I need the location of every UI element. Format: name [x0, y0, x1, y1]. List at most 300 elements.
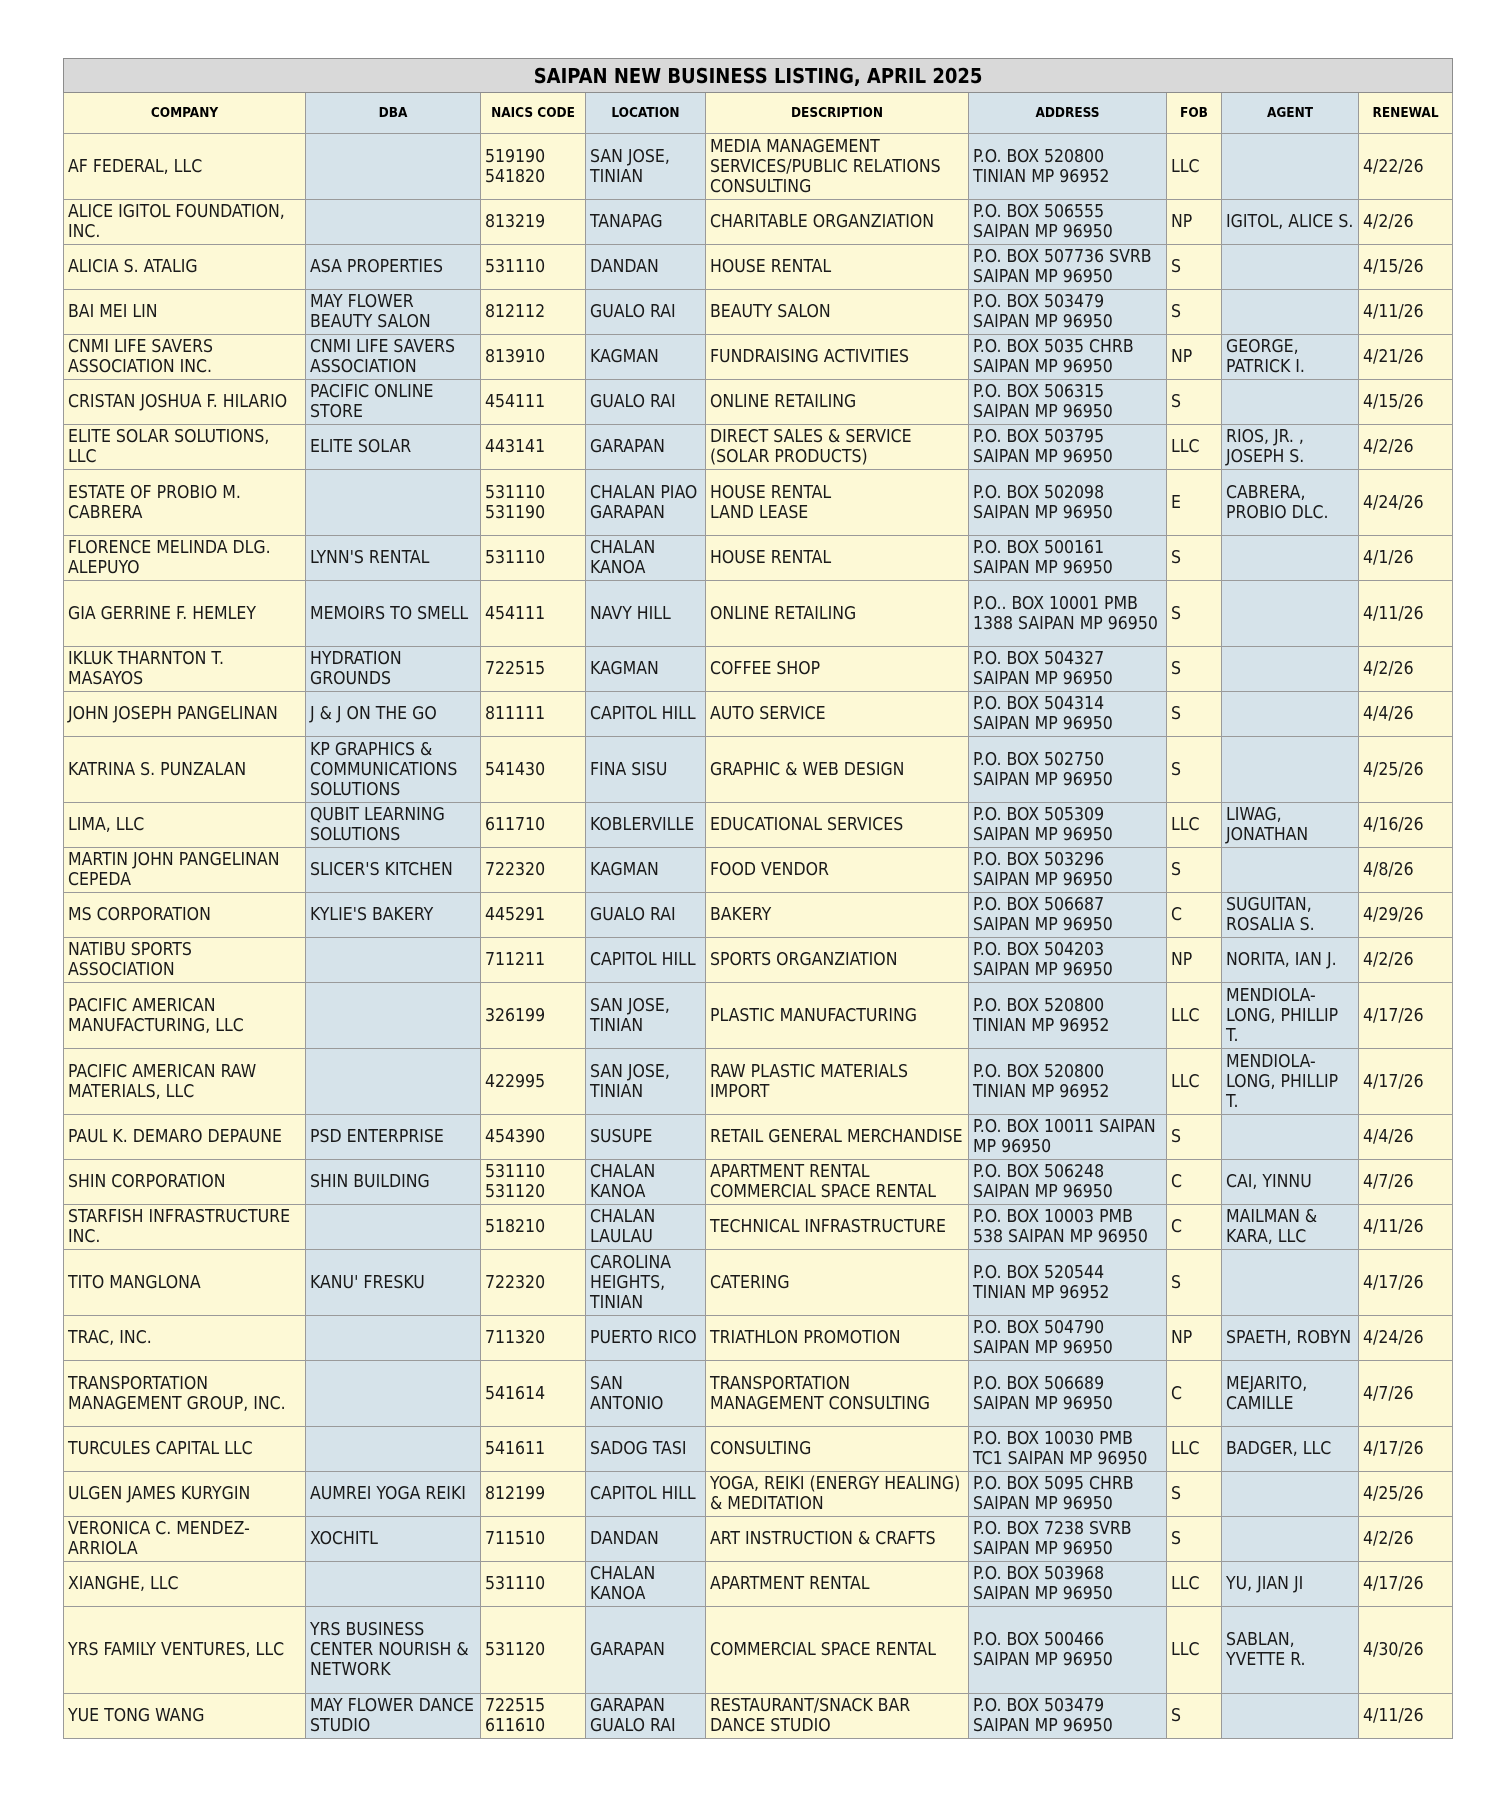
renewal-cell: 4/1/26	[1359, 536, 1453, 581]
fob-cell: C	[1167, 893, 1222, 938]
naics-code-cell: 711320	[481, 1316, 586, 1361]
location-cell: GUALO RAI	[586, 380, 706, 425]
column-header-address: ADDRESS	[969, 93, 1167, 134]
agent-cell: MENDIOLA-LONG, PHILLIP T.	[1222, 1049, 1359, 1115]
description-cell: HOUSE RENTAL LAND LEASE	[706, 470, 969, 536]
address-cell: P.O. BOX 507736 SVRB SAIPAN MP 96950	[969, 245, 1167, 290]
location-cell: GARAPAN	[586, 425, 706, 470]
naics-code-cell: 531110	[481, 536, 586, 581]
fob-cell: NP	[1167, 1316, 1222, 1361]
agent-cell	[1222, 1250, 1359, 1316]
dba-cell: MAY FLOWER DANCE STUDIO	[306, 1694, 481, 1739]
renewal-cell: 4/16/26	[1359, 803, 1453, 848]
dba-cell: HYDRATION GROUNDS	[306, 647, 481, 692]
address-cell: P.O. BOX 506689 SAIPAN MP 96950	[969, 1361, 1167, 1427]
renewal-cell: 4/2/26	[1359, 938, 1453, 983]
fob-cell: NP	[1167, 200, 1222, 245]
renewal-cell: 4/11/26	[1359, 581, 1453, 647]
fob-cell: S	[1167, 290, 1222, 335]
renewal-cell: 4/11/26	[1359, 1205, 1453, 1250]
location-cell: PUERTO RICO	[586, 1316, 706, 1361]
company-cell: ESTATE OF PROBIO M. CABRERA	[64, 470, 306, 536]
address-cell: P.O. BOX 506315 SAIPAN MP 96950	[969, 380, 1167, 425]
address-cell: P.O. BOX 520800 TINIAN MP 96952	[969, 134, 1167, 200]
table-row	[64, 425, 1453, 470]
fob-cell: C	[1167, 1361, 1222, 1427]
description-cell: TECHNICAL INFRASTRUCTURE	[706, 1205, 969, 1250]
renewal-cell: 4/30/26	[1359, 1607, 1453, 1694]
renewal-cell: 4/17/26	[1359, 983, 1453, 1049]
fob-cell: NP	[1167, 335, 1222, 380]
address-cell: P.O. BOX 520800 TINIAN MP 96952	[969, 983, 1167, 1049]
renewal-cell: 4/8/26	[1359, 848, 1453, 893]
fob-cell: S	[1167, 581, 1222, 647]
renewal-cell: 4/7/26	[1359, 1160, 1453, 1205]
fob-cell: S	[1167, 848, 1222, 893]
address-cell: P.O. BOX 506248 SAIPAN MP 96950	[969, 1160, 1167, 1205]
description-cell: SPORTS ORGANZIATION	[706, 938, 969, 983]
address-cell: P.O. BOX 503479 SAIPAN MP 96950	[969, 290, 1167, 335]
table-row	[64, 290, 1453, 335]
agent-cell: IGITOL, ALICE S.	[1222, 200, 1359, 245]
dba-cell	[306, 200, 481, 245]
fob-cell: LLC	[1167, 425, 1222, 470]
location-cell: GARAPAN	[586, 1607, 706, 1694]
fob-cell: NP	[1167, 938, 1222, 983]
location-cell: KAGMAN	[586, 848, 706, 893]
company-cell: PACIFIC AMERICAN MANUFACTURING, LLC	[64, 983, 306, 1049]
company-cell: BAI MEI LIN	[64, 290, 306, 335]
agent-cell: LIWAG, JONATHAN	[1222, 803, 1359, 848]
location-cell: SAN JOSE, TINIAN	[586, 134, 706, 200]
naics-code-cell: 611710	[481, 803, 586, 848]
description-cell: APARTMENT RENTAL	[706, 1562, 969, 1607]
company-cell: YUE TONG WANG	[64, 1694, 306, 1739]
dba-cell: ELITE SOLAR	[306, 425, 481, 470]
location-cell: GARAPAN GUALO RAI	[586, 1694, 706, 1739]
location-cell: KOBLERVILLE	[586, 803, 706, 848]
fob-cell: S	[1167, 692, 1222, 737]
company-cell: VERONICA C. MENDEZ-ARRIOLA	[64, 1517, 306, 1562]
location-cell: SADOG TASI	[586, 1427, 706, 1472]
naics-code-cell: 711211	[481, 938, 586, 983]
description-cell: EDUCATIONAL SERVICES	[706, 803, 969, 848]
table-row	[64, 335, 1453, 380]
address-cell: P.O. BOX 502750 SAIPAN MP 96950	[969, 737, 1167, 803]
agent-cell	[1222, 245, 1359, 290]
table-row	[64, 938, 1453, 983]
agent-cell: SUGUITAN, ROSALIA S.	[1222, 893, 1359, 938]
location-cell: DANDAN	[586, 245, 706, 290]
column-header-location: LOCATION	[586, 93, 706, 134]
address-cell: P.O. BOX 10030 PMB TC1 SAIPAN MP 96950	[969, 1427, 1167, 1472]
renewal-cell: 4/24/26	[1359, 1316, 1453, 1361]
naics-code-cell: 531110	[481, 245, 586, 290]
dba-cell	[306, 134, 481, 200]
company-cell: PAUL K. DEMARO DEPAUNE	[64, 1115, 306, 1160]
table-row	[64, 1316, 1453, 1361]
location-cell: DANDAN	[586, 1517, 706, 1562]
location-cell: CAROLINA HEIGHTS, TINIAN	[586, 1250, 706, 1316]
description-cell: YOGA, REIKI (ENERGY HEALING) & MEDITATION	[706, 1472, 969, 1517]
fob-cell: LLC	[1167, 983, 1222, 1049]
agent-cell	[1222, 1472, 1359, 1517]
description-cell: PLASTIC MANUFACTURING	[706, 983, 969, 1049]
address-cell: P.O. BOX 503479 SAIPAN MP 96950	[969, 1694, 1167, 1739]
table-row	[64, 134, 1453, 200]
address-cell: P.O. BOX 502098 SAIPAN MP 96950	[969, 470, 1167, 536]
table-row	[64, 1160, 1453, 1205]
dba-cell: YRS BUSINESS CENTER NOURISH & NETWORK	[306, 1607, 481, 1694]
dba-cell: ASA PROPERTIES	[306, 245, 481, 290]
description-cell: COFFEE SHOP	[706, 647, 969, 692]
description-cell: CHARITABLE ORGANZIATION	[706, 200, 969, 245]
agent-cell: SABLAN, YVETTE R.	[1222, 1607, 1359, 1694]
fob-cell: E	[1167, 470, 1222, 536]
fob-cell: LLC	[1167, 1607, 1222, 1694]
agent-cell: GEORGE, PATRICK I.	[1222, 335, 1359, 380]
location-cell: CAPITOL HILL	[586, 938, 706, 983]
fob-cell: LLC	[1167, 1427, 1222, 1472]
naics-code-cell: 445291	[481, 893, 586, 938]
naics-code-cell: 811111	[481, 692, 586, 737]
description-cell: HOUSE RENTAL	[706, 536, 969, 581]
address-cell: P.O. BOX 505309 SAIPAN MP 96950	[969, 803, 1167, 848]
address-cell: P.O. BOX 504790 SAIPAN MP 96950	[969, 1316, 1167, 1361]
fob-cell: S	[1167, 245, 1222, 290]
renewal-cell: 4/2/26	[1359, 200, 1453, 245]
address-cell: P.O. BOX 520544 TINIAN MP 96952	[969, 1250, 1167, 1316]
table-row	[64, 1694, 1453, 1739]
company-cell: TRAC, INC.	[64, 1316, 306, 1361]
description-cell: MEDIA MANAGEMENT SERVICES/PUBLIC RELATIONS CONSULTING	[706, 134, 969, 200]
address-cell: P.O. BOX 503968 SAIPAN MP 96950	[969, 1562, 1167, 1607]
column-header-renewal: RENEWAL	[1359, 93, 1453, 134]
naics-code-cell: 722515 611610	[481, 1694, 586, 1739]
renewal-cell: 4/7/26	[1359, 1361, 1453, 1427]
column-header-dba: DBA	[306, 93, 481, 134]
agent-cell	[1222, 692, 1359, 737]
agent-cell	[1222, 848, 1359, 893]
table-row	[64, 1562, 1453, 1607]
column-header-fob: FOB	[1167, 93, 1222, 134]
fob-cell: S	[1167, 737, 1222, 803]
renewal-cell: 4/2/26	[1359, 1517, 1453, 1562]
company-cell: XIANGHE, LLC	[64, 1562, 306, 1607]
location-cell: CAPITOL HILL	[586, 692, 706, 737]
address-cell: P.O. BOX 10011 SAIPAN MP 96950	[969, 1115, 1167, 1160]
renewal-cell: 4/17/26	[1359, 1250, 1453, 1316]
description-cell: RAW PLASTIC MATERIALS IMPORT	[706, 1049, 969, 1115]
renewal-cell: 4/11/26	[1359, 1694, 1453, 1739]
address-cell: P.O. BOX 503296 SAIPAN MP 96950	[969, 848, 1167, 893]
description-cell: APARTMENT RENTAL COMMERCIAL SPACE RENTAL	[706, 1160, 969, 1205]
table-row	[64, 848, 1453, 893]
company-cell: JOHN JOSEPH PANGELINAN	[64, 692, 306, 737]
agent-cell	[1222, 134, 1359, 200]
naics-code-cell: 422995	[481, 1049, 586, 1115]
naics-code-cell: 541430	[481, 737, 586, 803]
location-cell: GUALO RAI	[586, 290, 706, 335]
naics-code-cell: 722515	[481, 647, 586, 692]
company-cell: ELITE SOLAR SOLUTIONS, LLC	[64, 425, 306, 470]
fob-cell: C	[1167, 1205, 1222, 1250]
naics-code-cell: 519190 541820	[481, 134, 586, 200]
dba-cell: MAY FLOWER BEAUTY SALON	[306, 290, 481, 335]
company-cell: TRANSPORTATION MANAGEMENT GROUP, INC.	[64, 1361, 306, 1427]
description-cell: TRANSPORTATION MANAGEMENT CONSULTING	[706, 1361, 969, 1427]
renewal-cell: 4/17/26	[1359, 1049, 1453, 1115]
naics-code-cell: 454390	[481, 1115, 586, 1160]
location-cell: SAN ANTONIO	[586, 1361, 706, 1427]
naics-code-cell: 454111	[481, 380, 586, 425]
address-cell: P.O. BOX 500161 SAIPAN MP 96950	[969, 536, 1167, 581]
column-header-description: DESCRIPTION	[706, 93, 969, 134]
naics-code-cell: 722320	[481, 848, 586, 893]
naics-code-cell: 531110 531120	[481, 1160, 586, 1205]
naics-code-cell: 518210	[481, 1205, 586, 1250]
renewal-cell: 4/17/26	[1359, 1562, 1453, 1607]
fob-cell: C	[1167, 1160, 1222, 1205]
address-cell: P.O. BOX 506555 SAIPAN MP 96950	[969, 200, 1167, 245]
agent-cell: CAI, YINNU	[1222, 1160, 1359, 1205]
agent-cell	[1222, 536, 1359, 581]
table-row	[64, 245, 1453, 290]
renewal-cell: 4/25/26	[1359, 737, 1453, 803]
table-row	[64, 581, 1453, 647]
description-cell: CONSULTING	[706, 1427, 969, 1472]
location-cell: CAPITOL HILL	[586, 1472, 706, 1517]
dba-cell	[306, 938, 481, 983]
description-cell: ONLINE RETAILING	[706, 581, 969, 647]
dba-cell	[306, 1562, 481, 1607]
table-row	[64, 737, 1453, 803]
fob-cell: S	[1167, 380, 1222, 425]
renewal-cell: 4/4/26	[1359, 1115, 1453, 1160]
renewal-cell: 4/17/26	[1359, 1427, 1453, 1472]
address-cell: P.O. BOX 5095 CHRB SAIPAN MP 96950	[969, 1472, 1167, 1517]
agent-cell	[1222, 581, 1359, 647]
description-cell: DIRECT SALES & SERVICE (SOLAR PRODUCTS)	[706, 425, 969, 470]
dba-cell: XOCHITL	[306, 1517, 481, 1562]
description-cell: FOOD VENDOR	[706, 848, 969, 893]
dba-cell	[306, 1316, 481, 1361]
company-cell: SHIN CORPORATION	[64, 1160, 306, 1205]
location-cell: KAGMAN	[586, 335, 706, 380]
renewal-cell: 4/15/26	[1359, 380, 1453, 425]
table-row	[64, 1205, 1453, 1250]
naics-code-cell: 813219	[481, 200, 586, 245]
dba-cell: PSD ENTERPRISE	[306, 1115, 481, 1160]
location-cell: TANAPAG	[586, 200, 706, 245]
company-cell: GIA GERRINE F. HEMLEY	[64, 581, 306, 647]
agent-cell: RIOS, JR. , JOSEPH S.	[1222, 425, 1359, 470]
address-cell: P.O. BOX 7238 SVRB SAIPAN MP 96950	[969, 1517, 1167, 1562]
fob-cell: S	[1167, 1115, 1222, 1160]
table-row	[64, 1049, 1453, 1115]
table-row	[64, 200, 1453, 245]
company-cell: ALICE IGITOL FOUNDATION, INC.	[64, 200, 306, 245]
dba-cell: KYLIE'S BAKERY	[306, 893, 481, 938]
table-row	[64, 1517, 1453, 1562]
fob-cell: S	[1167, 647, 1222, 692]
naics-code-cell: 443141	[481, 425, 586, 470]
company-cell: FLORENCE MELINDA DLG. ALEPUYO	[64, 536, 306, 581]
table-row	[64, 1427, 1453, 1472]
table-body	[64, 134, 1453, 1739]
fob-cell: S	[1167, 1250, 1222, 1316]
description-cell: HOUSE RENTAL	[706, 245, 969, 290]
agent-cell: MEJARITO, CAMILLE	[1222, 1361, 1359, 1427]
agent-cell: SPAETH, ROBYN	[1222, 1316, 1359, 1361]
address-cell: P.O. BOX 503795 SAIPAN MP 96950	[969, 425, 1167, 470]
dba-cell: AUMREI YOGA REIKI	[306, 1472, 481, 1517]
company-cell: PACIFIC AMERICAN RAW MATERIALS, LLC	[64, 1049, 306, 1115]
table-row	[64, 470, 1453, 536]
dba-cell: J & J ON THE GO	[306, 692, 481, 737]
description-cell: FUNDRAISING ACTIVITIES	[706, 335, 969, 380]
dba-cell	[306, 1205, 481, 1250]
column-header-agent: AGENT	[1222, 93, 1359, 134]
naics-code-cell: 812112	[481, 290, 586, 335]
fob-cell: LLC	[1167, 1049, 1222, 1115]
location-cell: KAGMAN	[586, 647, 706, 692]
table-row	[64, 1607, 1453, 1694]
agent-cell: MAILMAN & KARA, LLC	[1222, 1205, 1359, 1250]
description-cell: RESTAURANT/SNACK BAR DANCE STUDIO	[706, 1694, 969, 1739]
company-cell: MARTIN JOHN PANGELINAN CEPEDA	[64, 848, 306, 893]
table-row	[64, 1250, 1453, 1316]
fob-cell: S	[1167, 1694, 1222, 1739]
fob-cell: LLC	[1167, 134, 1222, 200]
company-cell: CRISTAN JOSHUA F. HILARIO	[64, 380, 306, 425]
agent-cell: YU, JIAN JI	[1222, 1562, 1359, 1607]
description-cell: BAKERY	[706, 893, 969, 938]
renewal-cell: 4/4/26	[1359, 692, 1453, 737]
company-cell: CNMI LIFE SAVERS ASSOCIATION INC.	[64, 335, 306, 380]
renewal-cell: 4/29/26	[1359, 893, 1453, 938]
table-row	[64, 1115, 1453, 1160]
description-cell: CATERING	[706, 1250, 969, 1316]
location-cell: SUSUPE	[586, 1115, 706, 1160]
business-listing-table	[63, 58, 1453, 1739]
column-header-company: COMPANY	[64, 93, 306, 134]
renewal-cell: 4/11/26	[1359, 290, 1453, 335]
agent-cell: CABRERA, PROBIO DLC.	[1222, 470, 1359, 536]
company-cell: KATRINA S. PUNZALAN	[64, 737, 306, 803]
description-cell: COMMERCIAL SPACE RENTAL	[706, 1607, 969, 1694]
address-cell: P.O. BOX 504203 SAIPAN MP 96950	[969, 938, 1167, 983]
renewal-cell: 4/2/26	[1359, 647, 1453, 692]
dba-cell: CNMI LIFE SAVERS ASSOCIATION	[306, 335, 481, 380]
table-row	[64, 647, 1453, 692]
address-cell: P.O. BOX 506687 SAIPAN MP 96950	[969, 893, 1167, 938]
dba-cell	[306, 470, 481, 536]
dba-cell	[306, 1049, 481, 1115]
agent-cell	[1222, 290, 1359, 335]
table-row	[64, 1361, 1453, 1427]
location-cell: CHALAN LAULAU	[586, 1205, 706, 1250]
company-cell: LIMA, LLC	[64, 803, 306, 848]
dba-cell: MEMOIRS TO SMELL	[306, 581, 481, 647]
table-header-row	[64, 93, 1453, 134]
location-cell: CHALAN PIAO GARAPAN	[586, 470, 706, 536]
naics-code-cell: 722320	[481, 1250, 586, 1316]
table-row	[64, 893, 1453, 938]
table-row	[64, 803, 1453, 848]
address-cell: P.O. BOX 504327 SAIPAN MP 96950	[969, 647, 1167, 692]
agent-cell	[1222, 647, 1359, 692]
naics-code-cell: 711510	[481, 1517, 586, 1562]
address-cell: P.O. BOX 10003 PMB 538 SAIPAN MP 96950	[969, 1205, 1167, 1250]
table-row	[64, 983, 1453, 1049]
address-cell: P.O. BOX 504314 SAIPAN MP 96950	[969, 692, 1167, 737]
naics-code-cell: 541611	[481, 1427, 586, 1472]
agent-cell: NORITA, IAN J.	[1222, 938, 1359, 983]
naics-code-cell: 541614	[481, 1361, 586, 1427]
renewal-cell: 4/24/26	[1359, 470, 1453, 536]
location-cell: NAVY HILL	[586, 581, 706, 647]
company-cell: YRS FAMILY VENTURES, LLC	[64, 1607, 306, 1694]
agent-cell	[1222, 380, 1359, 425]
fob-cell: S	[1167, 536, 1222, 581]
dba-cell	[306, 1427, 481, 1472]
agent-cell	[1222, 737, 1359, 803]
location-cell: GUALO RAI	[586, 893, 706, 938]
table-row	[64, 692, 1453, 737]
description-cell: ONLINE RETAILING	[706, 380, 969, 425]
renewal-cell: 4/15/26	[1359, 245, 1453, 290]
company-cell: ALICIA S. ATALIG	[64, 245, 306, 290]
address-cell: P.O. BOX 500466 SAIPAN MP 96950	[969, 1607, 1167, 1694]
naics-code-cell: 813910	[481, 335, 586, 380]
table-row	[64, 380, 1453, 425]
address-cell: P.O. BOX 5035 CHRB SAIPAN MP 96950	[969, 335, 1167, 380]
company-cell: ULGEN JAMES KURYGIN	[64, 1472, 306, 1517]
description-cell: TRIATHLON PROMOTION	[706, 1316, 969, 1361]
company-cell: NATIBU SPORTS ASSOCIATION	[64, 938, 306, 983]
address-cell: P.O.. BOX 10001 PMB 1388 SAIPAN MP 96950	[969, 581, 1167, 647]
renewal-cell: 4/2/26	[1359, 425, 1453, 470]
naics-code-cell: 454111	[481, 581, 586, 647]
dba-cell: KP GRAPHICS & COMMUNICATIONS SOLUTIONS	[306, 737, 481, 803]
description-cell: GRAPHIC & WEB DESIGN	[706, 737, 969, 803]
location-cell: CHALAN KANOA	[586, 1160, 706, 1205]
renewal-cell: 4/22/26	[1359, 134, 1453, 200]
dba-cell: KANU' FRESKU	[306, 1250, 481, 1316]
fob-cell: S	[1167, 1472, 1222, 1517]
dba-cell	[306, 1361, 481, 1427]
description-cell: BEAUTY SALON	[706, 290, 969, 335]
company-cell: AF FEDERAL, LLC	[64, 134, 306, 200]
description-cell: RETAIL GENERAL MERCHANDISE	[706, 1115, 969, 1160]
table-row	[64, 536, 1453, 581]
dba-cell: PACIFIC ONLINE STORE	[306, 380, 481, 425]
agent-cell	[1222, 1694, 1359, 1739]
company-cell: TITO MANGLONA	[64, 1250, 306, 1316]
description-cell: ART INSTRUCTION & CRAFTS	[706, 1517, 969, 1562]
location-cell: SAN JOSE, TINIAN	[586, 1049, 706, 1115]
dba-cell: LYNN'S RENTAL	[306, 536, 481, 581]
location-cell: SAN JOSE, TINIAN	[586, 983, 706, 1049]
renewal-cell: 4/21/26	[1359, 335, 1453, 380]
page-title: SAIPAN NEW BUSINESS LISTING, APRIL 2025	[64, 59, 1453, 93]
dba-cell: SHIN BUILDING	[306, 1160, 481, 1205]
description-cell: AUTO SERVICE	[706, 692, 969, 737]
agent-cell: MENDIOLA-LONG, PHILLIP T.	[1222, 983, 1359, 1049]
naics-code-cell: 812199	[481, 1472, 586, 1517]
dba-cell: QUBIT LEARNING SOLUTIONS	[306, 803, 481, 848]
